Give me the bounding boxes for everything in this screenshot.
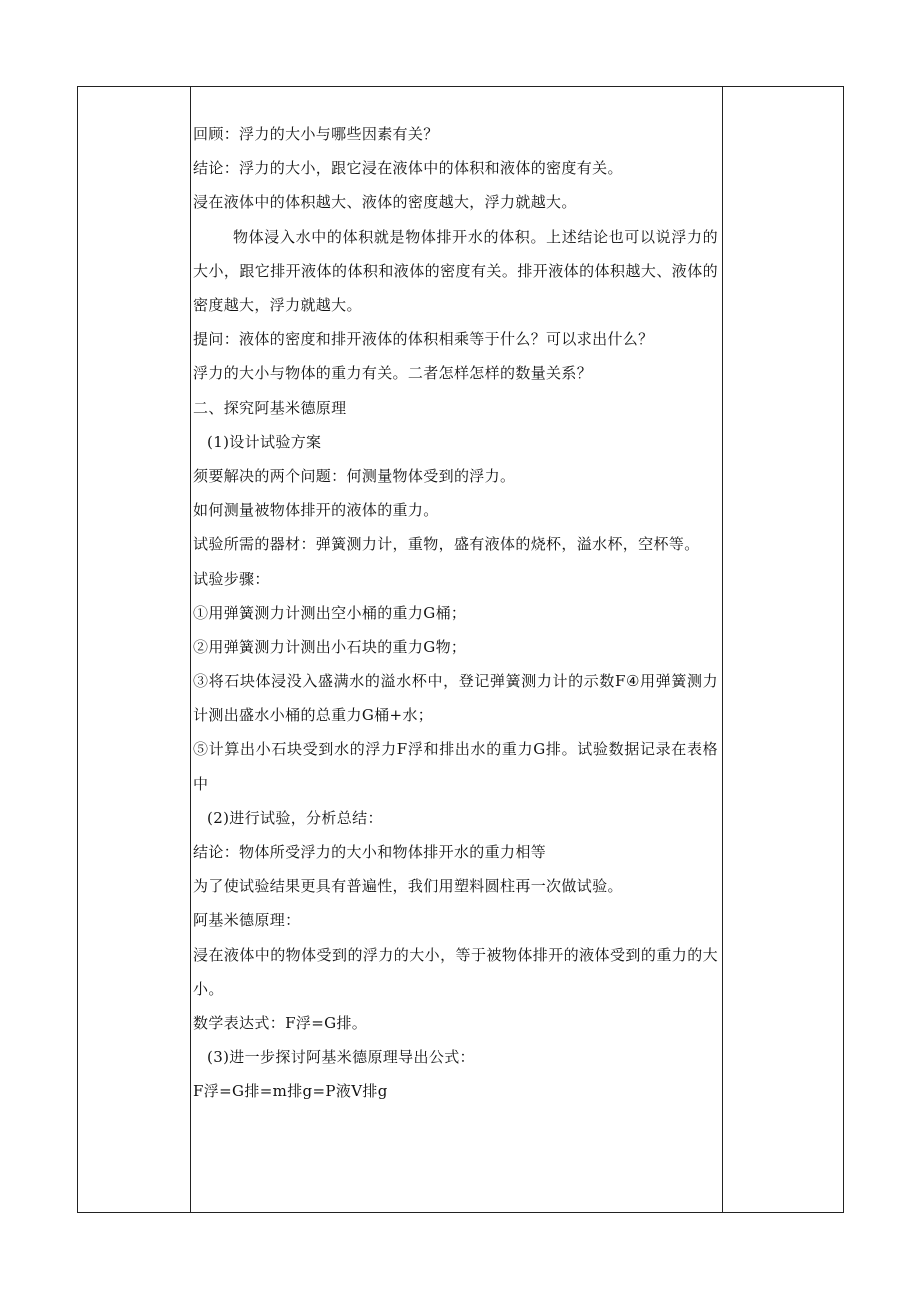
section-heading: 二、探究阿基米德原理	[193, 398, 347, 417]
question-followup: 浮力的大小与物体的重力有关。二者怎样怎样的数量关系？	[193, 364, 593, 383]
repeat-experiment: 为了使试验结果更具有普遍性，我们用塑料圆柱再一次做试验。	[193, 877, 623, 896]
content-body	[191, 87, 722, 1109]
problem-line-2: 如何测量被物体排开的液体的重力。	[193, 501, 439, 520]
step-heading-3: (3)进一步探讨阿基米德原理导出公式：	[207, 1048, 475, 1067]
procedure-step-1: ①用弹簧测力计测出空小桶的重力G桶；	[193, 603, 467, 622]
experiment-conclusion: 结论：物体所受浮力的大小和物体排开水的重力相等	[193, 843, 547, 862]
procedure-step-5: ⑤计算出小石块受到水的浮力F浮和排出水的重力G排。试验数据记录在表格中	[193, 740, 718, 793]
derived-formula: F浮=G排=m排g=P液V排g	[193, 1082, 388, 1101]
conclusion-detail: 浸在液体中的体积越大、液体的密度越大，浮力就越大。	[193, 193, 577, 212]
problem-line-1: 须要解决的两个问题：何测量物体受到的浮力。	[193, 466, 516, 485]
formula-label: 数学表达式：F浮=G排。	[193, 1014, 368, 1033]
equipment-paragraph: 试验所需的器材：弹簧测力计，重物，盛有液体的烧杯，溢水杯，空杯等。	[193, 535, 700, 554]
question-line: 提问：液体的密度和排开液体的体积相乘等于什么？可以求出什么？	[193, 330, 654, 349]
step-heading-1: (1)设计试验方案	[207, 432, 322, 451]
content-cell	[191, 87, 723, 1213]
principle-label: 阿基米德原理：	[193, 911, 301, 930]
conclusion-line: 结论：浮力的大小，跟它浸在液体中的体积和液体的密度有关。	[193, 159, 623, 178]
review-question: 回顾：浮力的大小与哪些因素有关？	[193, 125, 439, 143]
procedure-label: 试验步骤：	[193, 569, 270, 588]
principle-statement: 浸在液体中的物体受到的浮力的大小，等于被物体排开的液体受到的重力的大小。	[193, 945, 718, 998]
procedure-step-2: ②用弹簧测力计测出小石块的重力G物；	[193, 637, 467, 656]
left-column-cell	[78, 87, 191, 1213]
lesson-table	[77, 86, 844, 1213]
procedure-step-3-4: ③将石块体浸没入盛满水的溢水杯中，登记弹簧测力计的示数F④用弹簧测力计测出盛水小桶的总重力G桶+水；	[193, 672, 718, 725]
right-column-cell	[723, 87, 844, 1213]
explanation-paragraph: 物体浸入水中的体积就是物体排开水的体积。上述结论也可以说浮力的大小，跟它排开液体的体积和液体的密度有关。排开液体的体积越大、液体的密度越大，浮力就越大。	[193, 227, 718, 314]
table-row	[78, 87, 844, 1213]
step-heading-2: (2)进行试验，分析总结：	[207, 808, 383, 827]
